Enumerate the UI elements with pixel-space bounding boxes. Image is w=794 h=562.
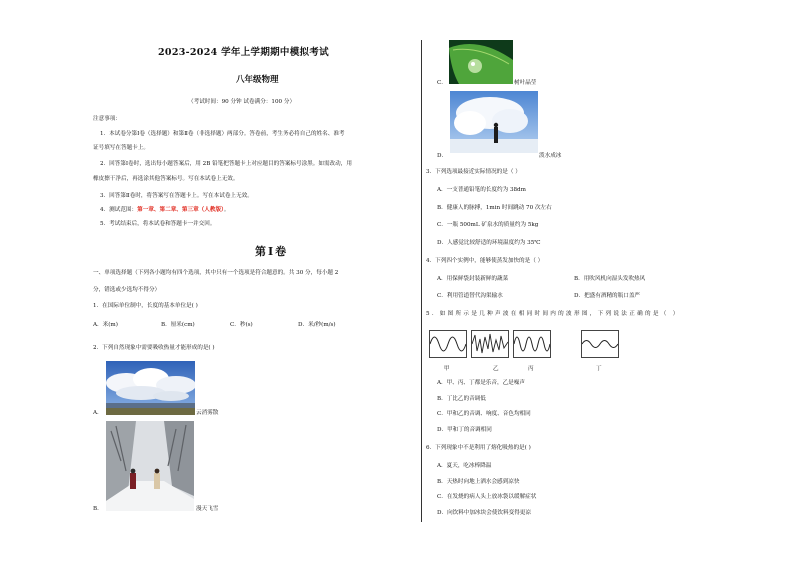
snow-photo	[106, 421, 194, 511]
subject-title: 八年级物理	[236, 75, 279, 85]
q3-option-c: C．一瓶 500mL 矿泉水的质量约为 5kg	[437, 222, 539, 228]
section-instructions-1: 一、单项选择题（下列各小题均有四个选项，其中只有一个选项是符合题意的。共 30 分，每小题 2	[93, 270, 339, 276]
waveform-yi	[471, 330, 509, 358]
q4-stem: 4．下列四个实例中，能够使蒸发加快的是（ ）	[426, 258, 544, 264]
q2-option-d-letter: D．	[437, 153, 448, 159]
q5-option-d: D．甲和丁的音调相同	[437, 427, 492, 433]
q3-option-a: A．一支普通铅笔的长度约为 38dm	[437, 187, 526, 193]
q5-option-c: C．甲和乙的音调、响度、音色均相同	[437, 411, 531, 417]
waveform-label-yi: 乙	[493, 366, 499, 372]
waveform-label-jia: 甲	[444, 366, 450, 372]
note-4: 4．测试范围：第一章、第二章、第三章（人教版）。	[100, 207, 230, 213]
note-2-line-1: 2．回答第Ⅰ卷时，选出每小题答案后，用 2B 铅笔把答题卡上对应题目的答案标号涂黑。如需改动，用	[100, 161, 352, 167]
q6-option-b: B．天热时向地上洒水会感到凉快	[437, 479, 520, 485]
section-instructions-2: 分，错选或少选均不得分）	[93, 287, 161, 293]
notes-heading: 注意事项：	[93, 116, 121, 122]
q4-option-c: C．利用管道替代沟渠输水	[437, 293, 503, 299]
column-divider	[421, 40, 422, 522]
q2-option-b-letter: B．	[93, 506, 103, 512]
waveform-ding	[581, 330, 619, 358]
q2-option-a-caption: 云消雾散	[196, 410, 219, 416]
q2-stem: 2．下列自然现象中需要吸收热量才能形成的是( )	[93, 345, 215, 351]
q1-option-a: A．米(m)	[93, 322, 118, 328]
leaf-dew-photo	[449, 40, 513, 84]
note-3: 3．回答第Ⅱ卷时，将答案写在答题卡上。写在本试卷上无效。	[100, 193, 253, 199]
q1-stem: 1．在国际单位制中，长度的基本单位是( )	[93, 303, 198, 309]
waveform-label-bing: 丙	[528, 366, 534, 372]
test-scope: 第一章、第二章、第三章（人教版）	[137, 207, 224, 213]
q4-option-b: B．用吹风机向湿头发吹热风	[574, 276, 646, 282]
q4-option-d: D．把盛有酒精的瓶口盖严	[574, 293, 641, 299]
q2-option-c-letter: C．	[437, 80, 447, 86]
q6-option-a: A．夏天，吃冰棒降温	[437, 463, 492, 469]
q1-option-b: B．厘米(cm)	[161, 322, 195, 328]
q2-option-b-caption: 漫天飞雪	[196, 506, 219, 512]
q2-option-a-letter: A．	[93, 410, 103, 416]
q6-stem: 6．下列现象中不是利用了熔化吸热的是( )	[426, 445, 531, 451]
note-2-line-2: 橡皮擦干净后，再选涂其他答案标号。写在本试卷上无效。	[93, 176, 239, 182]
q4-option-a: A．用保鲜袋封装新鲜的蔬菜	[437, 276, 509, 282]
q1-option-c: C．秒(s)	[230, 322, 253, 328]
q5-option-b: B．丁比乙的音调低	[437, 396, 486, 402]
water-freeze-photo	[450, 91, 538, 153]
waveform-bing	[513, 330, 551, 358]
clouds-photo	[106, 361, 195, 415]
waveform-jia	[429, 330, 467, 358]
waveform-label-ding: 丁	[596, 366, 602, 372]
q3-option-b: B．健康人的脉搏，1min 时间跳动 70 次左右	[437, 205, 552, 211]
note-5: 5．考试结束后，将本试卷和答题卡一并交回。	[100, 221, 216, 227]
q3-stem: 3．下列选项最接近实际情况的是（ ）	[426, 169, 521, 175]
q5-option-a: A．甲、丙、丁都是乐音，乙是噪声	[437, 380, 525, 386]
q1-option-d: D．米/秒(m/s)	[298, 322, 336, 328]
q5-stem: 5．如图所示是几种声波在相同时间内的波形图，下列说法正确的是（ ）	[426, 311, 681, 317]
section-title: 第Ⅰ卷	[255, 245, 289, 258]
exam-info: （考试时间：90 分钟 试卷满分：100 分）	[188, 99, 296, 105]
note-1-line-2: 证号填写在答题卡上。	[93, 145, 149, 151]
q6-option-c: C．在发烧的病人头上放冰袋以缓解症状	[437, 494, 537, 500]
q6-option-d: D．向饮料中加冰块会使饮料变得更凉	[437, 510, 531, 516]
q3-option-d: D．人感觉比较舒适的环境温度约为 35℃	[437, 240, 541, 246]
q2-option-c-caption: 树叶晶莹	[514, 80, 537, 86]
note-1-line-1: 1．本试卷分第Ⅰ卷（选择题）和第Ⅱ卷（非选择题）两部分。答卷前，考生务必将自己的姓名、准考	[100, 131, 345, 137]
q2-option-d-caption: 泼水成冰	[539, 153, 562, 159]
exam-title: 2023-2024 学年上学期期中模拟考试	[158, 47, 329, 58]
